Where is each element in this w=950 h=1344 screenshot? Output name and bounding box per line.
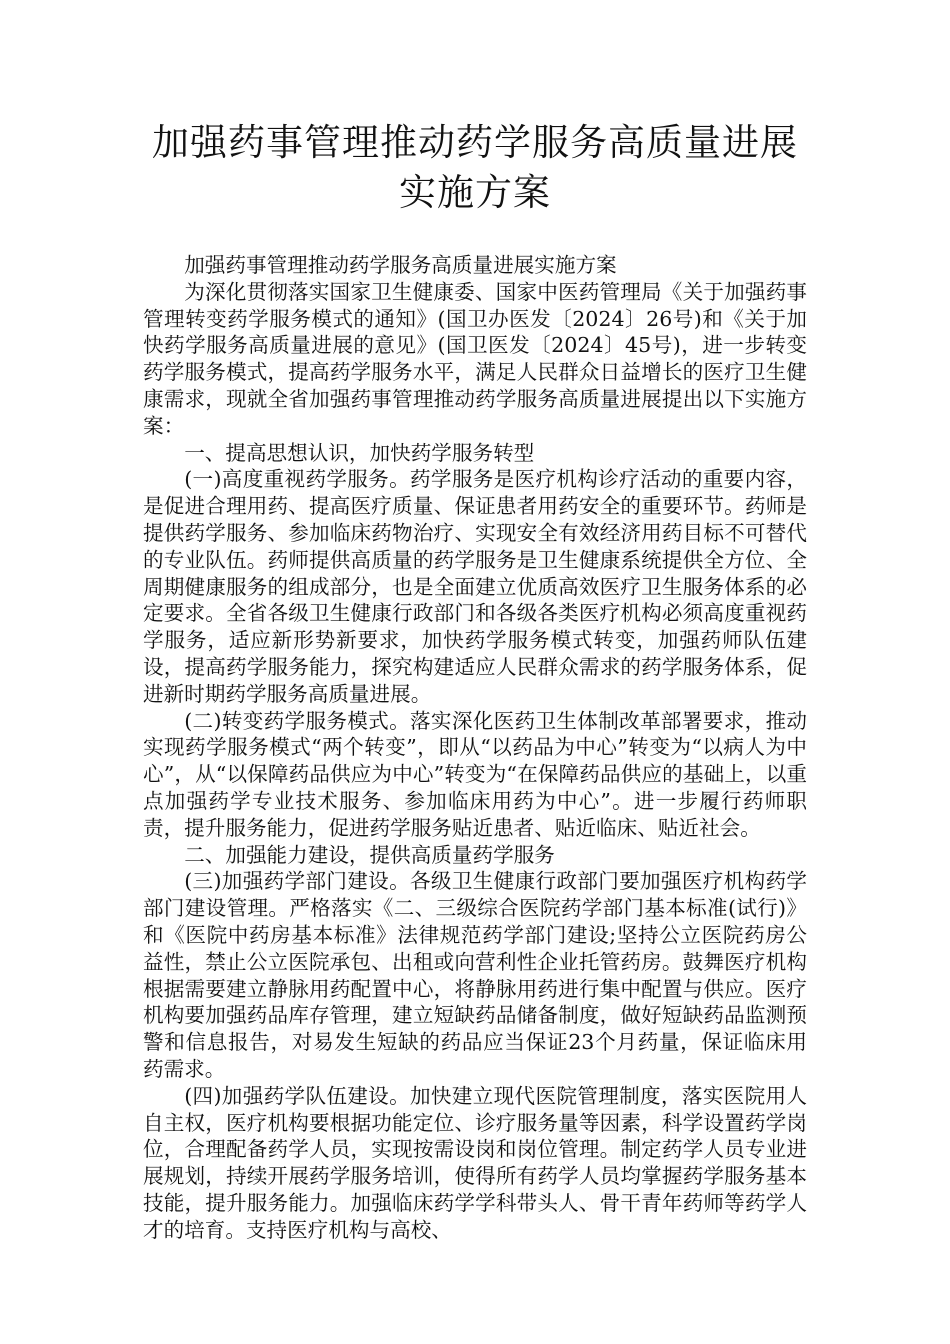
section-heading-1: 一、提高思想认识，加快药学服务转型 bbox=[184, 440, 535, 465]
paragraph-1: (一)高度重视药学服务。药学服务是医疗机构诊疗活动的重要内容，是促进合理用药、提高医疗质量、保证患者用药安全的重要环节。药师是提供药学服务、参加临床药物治疗、实现安全有效经济用药目标不可替代的专业队伍。药师提供高质量的药学服务是卫生健康系统提供全方位、全周期健康服务的组成部分，也是全面建立优质高效医疗卫生服务体系的必定要求。全省各级卫生健康行政部门和各级各类医疗机构必须高度重视药学服务，适应新形势新要求，加快药学服务模式转变，加强药师队伍建设，提高药学服务能力，探究构建适应人民群众需求的药学服务体系，促进新时期药学服务高质量进展。 bbox=[143, 467, 807, 706]
intro-paragraph: 为深化贯彻落实国家卫生健康委、国家中医药管理局《关于加强药事管理转变药学服务模式的通知》(国卫办医发〔2024〕26号)和《关于加快药学服务高质量进展的意见》(国卫医发〔2024〕45号)，进一步转变药学服务模式，提高药学服务水平，满足人民群众日益增长的医疗卫生健康需求，现就全省加强药事管理推动药学服务高质量进展提出以下实施方案： bbox=[143, 279, 807, 438]
paragraph-4: (四)加强药学队伍建设。加快建立现代医院管理制度，落实医院用人自主权，医疗机构要根据功能定位、诊疗服务量等因素，科学设置药学岗位，合理配备药学人员，实现按需设岗和岗位管理。制定药学人员专业进展规划，持续开展药学服务培训，使得所有药学人员均掌握药学服务基本技能，提升服务能力。加强临床药学学科带头人、骨干青年药师等药学人才的培育。支持医疗机构与高校、 bbox=[143, 1083, 807, 1242]
document-subtitle: 加强药事管理推动药学服务高质量进展实施方案 bbox=[184, 253, 617, 277]
document-title: 加强药事管理推动药学服务高质量进展实施方案 bbox=[152, 121, 798, 214]
paragraph-3: (三)加强药学部门建设。各级卫生健康行政部门要加强医疗机构药学部门建设管理。严格落实《二、三级综合医院药学部门基本标准(试行)》和《医院中药房基本标准》法律规范药学部门建设;坚持公立医院药房公益性，禁止公立医院承包、出租或向营利性企业托管药房。鼓舞医疗机构根据需要建立静脉用药配置中心，将静脉用药进行集中配置与供应。医疗机构要加强药品库存管理，建立短缺药品储备制度，做好短缺药品监测预警和信息报告，对易发生短缺的药品应当保证23个月药量，保证临床用药需求。 bbox=[143, 869, 807, 1081]
paragraph-2: (二)转变药学服务模式。落实深化医药卫生体制改革部署要求，推动实现药学服务模式“两个转变”，即从“以药品为中心”转变为“以病人为中心”，从“以保障药品供应为中心”转变为“在保障药品供应的基础上，以重点加强药学专业技术服务、参加临床用药为中心”。进一步履行药师职责，提升服务能力，促进药学服务贴近患者、贴近临床、贴近社会。 bbox=[143, 708, 807, 840]
document-body bbox=[143, 252, 807, 1243]
section-heading-2: 二、加强能力建设，提供高质量药学服务 bbox=[184, 842, 555, 867]
